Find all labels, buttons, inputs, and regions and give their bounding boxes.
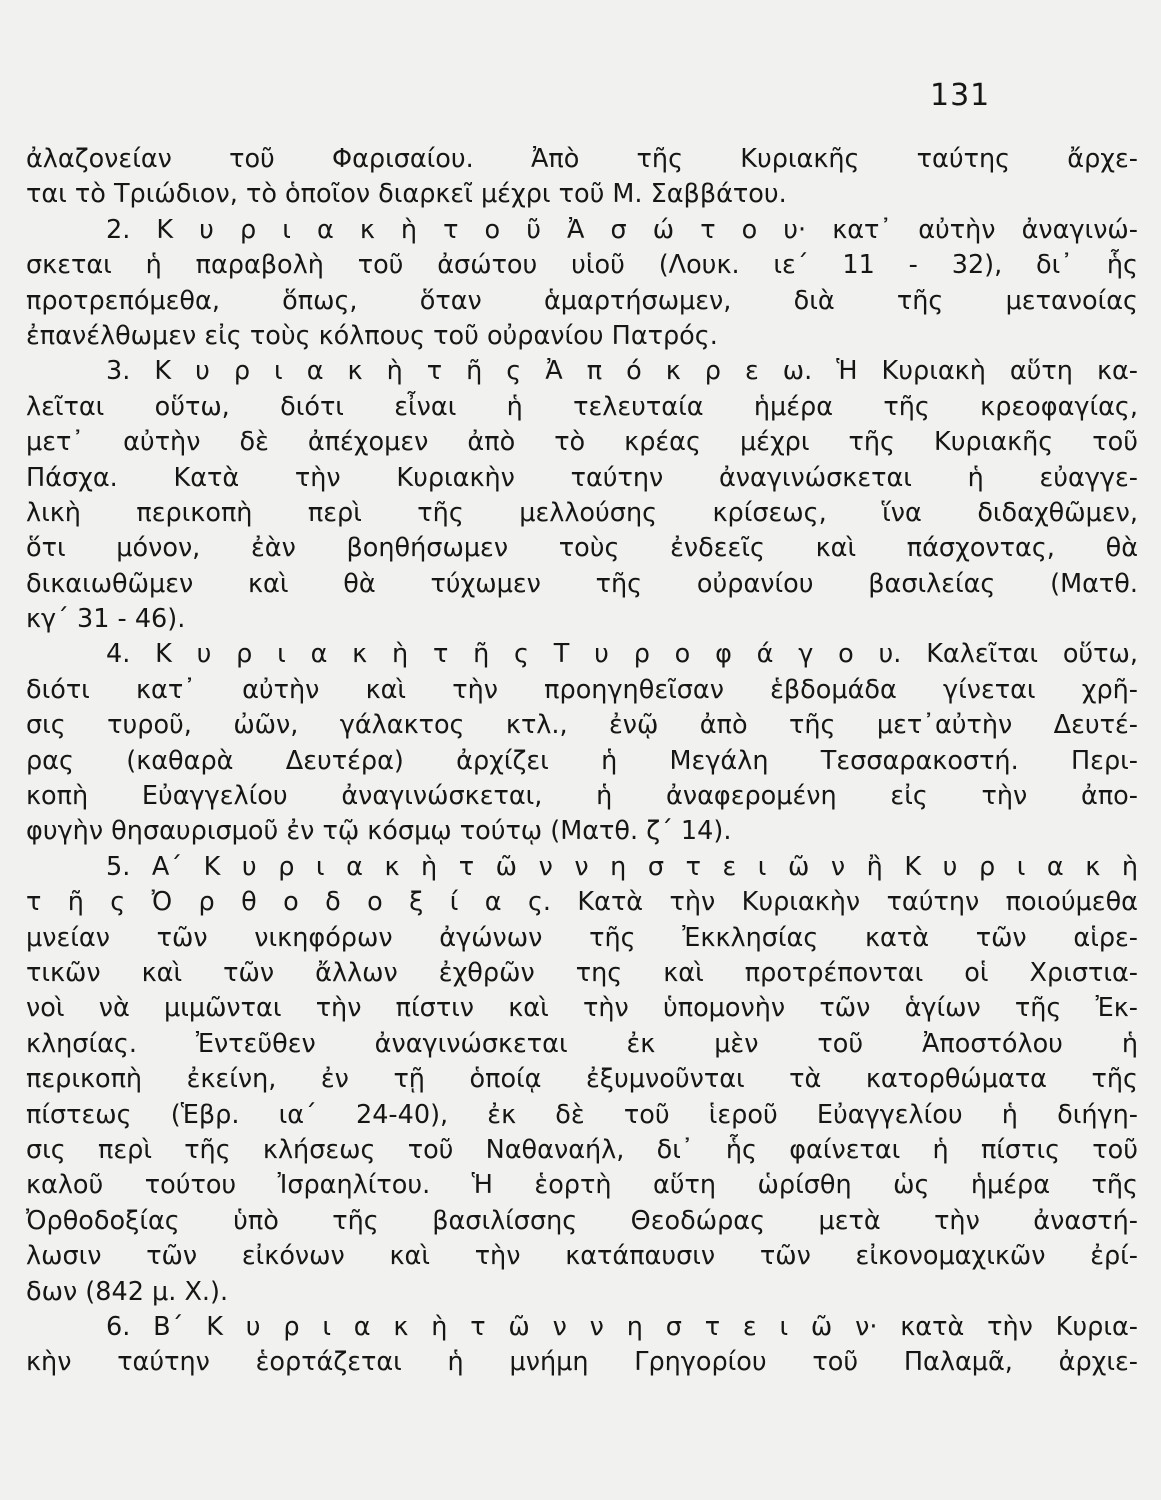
text-line: ρας (καθαρὰ Δευτέρα) ἀρχίζει ἡ Μεγάλη Τεσσαρακοστή. Περι- <box>26 745 1138 776</box>
text-line: τικῶν καὶ τῶν ἄλλων ἐχθρῶν της καὶ προτρέπονται οἱ Χριστια- <box>26 957 1138 988</box>
text-line: κὴν ταύτην ἑορτάζεται ἡ μνήμη Γρηγορίου τοῦ Παλαμᾶ, ἀρχιε- <box>26 1347 1138 1378</box>
text-line: τ ῆ ς Ὀ ρ θ ο δ ο ξ ί α ς. Κατὰ τὴν Κυριακὴν ταύτην ποιούμεθα <box>26 887 1138 918</box>
text-line: κοπὴ Εὐαγγελίου ἀναγινώσκεται, ἡ ἀναφερομένη εἰς τὴν ἀπο- <box>26 781 1138 812</box>
text-line: λικὴ περικοπὴ περὶ τῆς μελλούσης κρίσεως, ἵνα διδαχθῶμεν, <box>26 497 1138 528</box>
text-line: προτρεπόμεθα, ὅπως, ὅταν ἁμαρτήσωμεν, διὰ τῆς μετανοίας <box>26 285 1138 316</box>
text-line: δων (842 μ. Χ.). <box>26 1276 229 1307</box>
text-line: 4. Κ υ ρ ι α κ ὴ τ ῆ ς Τ υ ρ ο φ ά γ ο υ. Καλεῖται οὕτω, <box>106 639 1138 670</box>
text-line: μετ᾽ αὐτὴν δὲ ἀπέχομεν ἀπὸ τὸ κρέας μέχρι τῆς Κυριακῆς τοῦ <box>26 427 1138 458</box>
text-line: Πάσχα. Κατὰ τὴν Κυριακὴν ταύτην ἀναγινώσκεται ἡ εὐαγγε- <box>26 462 1138 493</box>
page-text <box>26 142 1138 1381</box>
text-line: καλοῦ τούτου Ἰσραηλίτου. Ἡ ἑορτὴ αὕτη ὡρίσθη ὡς ἡμέρα τῆς <box>26 1170 1138 1201</box>
text-line: φυγὴν θησαυρισμοῦ ἐν τῷ κόσμῳ τούτῳ (Ματθ. ζ΄ 14). <box>26 816 732 847</box>
text-line: ται τὸ Τριώδιον, τὸ ὁποῖον διαρκεῖ μέχρι τοῦ Μ. Σαββάτου. <box>26 179 787 210</box>
text-line: ὅτι μόνον, ἐὰν βοηθήσωμεν τοὺς ἐνδεεῖς καὶ πάσχοντας, θὰ <box>26 533 1138 564</box>
text-line: νοὶ νὰ μιμῶνται τὴν πίστιν καὶ τὴν ὑπομονὴν τῶν ἁγίων τῆς Ἐκ- <box>26 993 1138 1024</box>
text-line: ἐπανέλθωμεν εἰς τοὺς κόλπους τοῦ οὐρανίου Πατρός. <box>26 320 718 351</box>
text-line: περικοπὴ ἐκείνη, ἐν τῇ ὁποίᾳ ἐξυμνοῦνται τὰ κατορθώματα τῆς <box>26 1064 1138 1095</box>
text-line: σις περὶ τῆς κλήσεως τοῦ Ναθαναήλ, δι᾽ ἧς φαίνεται ἡ πίστις τοῦ <box>26 1134 1138 1165</box>
text-line: 5. Α΄ Κ υ ρ ι α κ ὴ τ ῶ ν ν η σ τ ε ι ῶ ν ἢ Κ υ ρ ι α κ ὴ <box>106 851 1138 882</box>
text-line: μνείαν τῶν νικηφόρων ἀγώνων τῆς Ἐκκλησίας κατὰ τῶν αἱρε- <box>26 922 1138 953</box>
text-line: λωσιν τῶν εἰκόνων καὶ τὴν κατάπαυσιν τῶν εἰκονομαχικῶν ἐρί- <box>26 1241 1138 1272</box>
text-line: 2. Κ υ ρ ι α κ ὴ τ ο ῦ Ἀ σ ώ τ ο υ· κατ᾽ αὐτὴν ἀναγινώ- <box>106 214 1138 245</box>
text-line: σκεται ἡ παραβολὴ τοῦ ἀσώτου υἱοῦ (Λουκ. ιε΄ 11 - 32), δι᾽ ἧς <box>26 250 1138 281</box>
text-line: πίστεως (Ἑβρ. ια΄ 24-40), ἐκ δὲ τοῦ ἱεροῦ Εὐαγγελίου ἡ διήγη- <box>26 1099 1138 1130</box>
text-line: διότι κατ᾽ αὐτὴν καὶ τὴν προηγηθεῖσαν ἑβδομάδα γίνεται χρῆ- <box>26 674 1138 705</box>
text-line: δικαιωθῶμεν καὶ θὰ τύχωμεν τῆς οὐρανίου βασιλείας (Ματθ. <box>26 568 1138 599</box>
text-line: ἀλαζονείαν τοῦ Φαρισαίου. Ἀπὸ τῆς Κυριακῆς ταύτης ἄρχε- <box>26 144 1138 174</box>
text-line: 6. Β΄ Κ υ ρ ι α κ ὴ τ ῶ ν ν η σ τ ε ι ῶ ν· κατὰ τὴν Κυρια- <box>106 1311 1138 1342</box>
text-line: κγ΄ 31 - 46). <box>26 604 186 635</box>
text-line: Ὀρθοδοξίας ὑπὸ τῆς βασιλίσσης Θεοδώρας μετὰ τὴν ἀναστή- <box>26 1205 1138 1236</box>
page-number: 131 <box>930 78 991 113</box>
text-line: λεῖται οὕτω, διότι εἶναι ἡ τελευταία ἡμέρα τῆς κρεοφαγίας, <box>26 391 1138 422</box>
text-line: 3. Κ υ ρ ι α κ ὴ τ ῆ ς Ἀ π ό κ ρ ε ω. Ἡ Κυριακὴ αὕτη κα- <box>106 356 1138 387</box>
text-line: σις τυροῦ, ὠῶν, γάλακτος κτλ., ἐνῷ ἀπὸ τῆς μετ᾽αὐτὴν Δευτέ- <box>26 710 1138 741</box>
text-line: κλησίας. Ἐντεῦθεν ἀναγινώσκεται ἐκ μὲν τοῦ Ἀποστόλου ἡ <box>26 1028 1138 1059</box>
